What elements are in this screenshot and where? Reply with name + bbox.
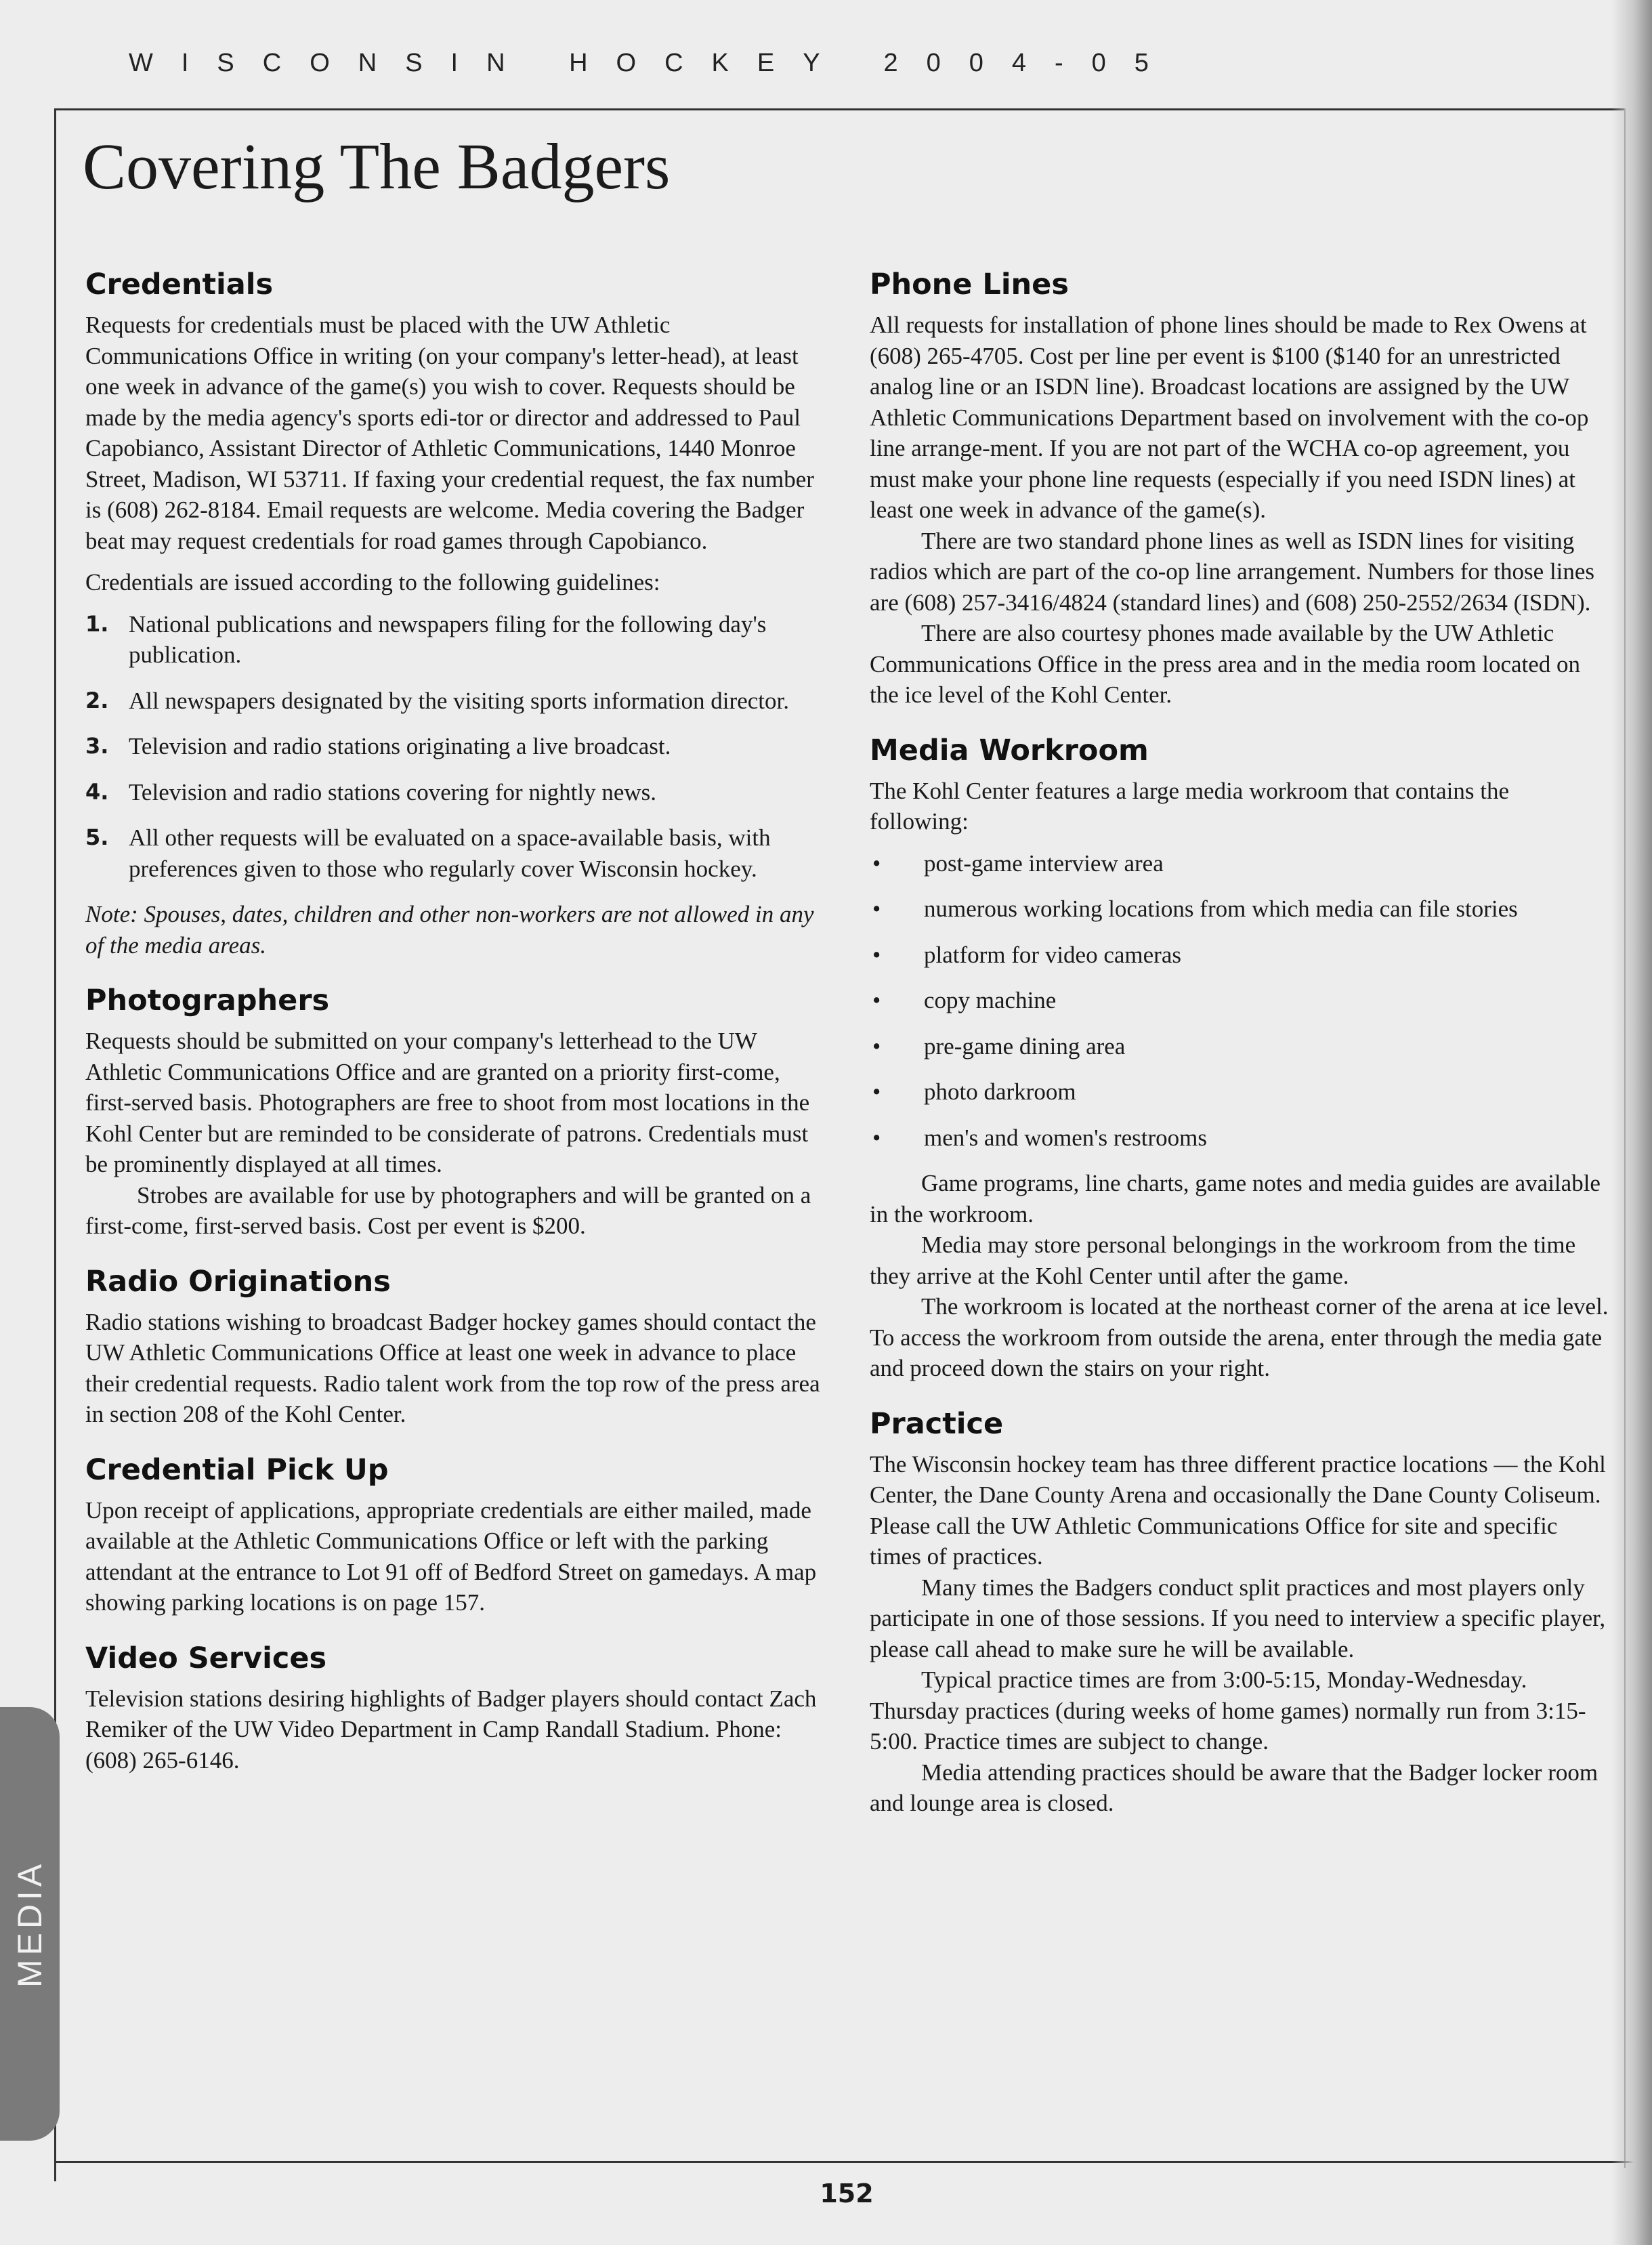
list-item [85,777,824,808]
photographers-strobes-paragraph: Strobes are available for use by photographers and will be granted on a first-come, first-served basis. Cost per event is $200. [85,1181,811,1239]
page-title: Covering The Badgers [83,130,671,203]
list-text: Television and radio stations covering for nightly news. [129,778,657,805]
list-item [85,686,824,717]
list-text: pre-game dining area [924,1032,1126,1059]
guidelines-list [85,609,824,885]
list-number: 2. [85,687,109,713]
right-column [870,268,1612,1819]
photographers-paragraph: Requests should be submitted on your company's letterhead to the UW Athletic Communications Office and are granted on a priority first-come, first-served basis. Photographers are free to shoot from most locations in the Kohl Center but are reminded to be considerate of patrons. Credentials must be prominently displayed at all times. [85,1028,810,1177]
list-item [870,1122,1612,1154]
credentials-heading: Credentials [85,268,274,301]
radio-paragraph: Radio stations wishing to broadcast Badger hockey games should contact the UW Athletic Communications Office at least one week in advance to place their credential requests. Radio talent work from the top row of the press area in section 208 of the Kohl Center. [85,1308,820,1427]
video-heading: Video Services [85,1641,327,1675]
list-number: 3. [85,733,109,759]
phone-lines-section [870,268,1612,711]
radio-section [85,1265,824,1430]
credential-pickup-section [85,1453,824,1618]
left-column [85,268,824,1776]
list-item [870,1076,1612,1108]
phone-lines-heading: Phone Lines [870,268,1069,301]
video-paragraph: Television stations desiring highlights of Badger players should contact Zach Remiker of the UW Video Department in Camp Randall Stadium. Phone: (608) 265-6146. [85,1685,817,1774]
list-item [85,822,824,884]
list-number: 1. [85,610,109,637]
bullet-icon: • [872,1032,881,1059]
page-binding-shadow [1611,0,1652,2245]
list-text: photo darkroom [924,1078,1076,1105]
phone-lines-paragraph: There are also courtesy phones made available by the UW Athletic Communications Office in the press area and in the media room located on the ice level of the Kohl Center. [870,620,1581,708]
radio-heading: Radio Originations [85,1264,391,1299]
practice-paragraph: Many times the Badgers conduct split practices and most players only participate in one of those sessions. If you need to interview a specific player, please call ahead to make sure he will be available. [870,1574,1606,1662]
media-workroom-heading: Media Workroom [870,733,1149,768]
media-workroom-paragraph: Media may store personal belongings in the workroom from the time they arrive at the Kohl Center until after the game. [870,1232,1576,1289]
media-workroom-intro: The Kohl Center features a large media workroom that contains the following: [870,777,1510,835]
practice-paragraph: The Wisconsin hockey team has three different practice locations — the Kohl Center, the Dane County Arena and occasionally the Dane County Coliseum. Please call the UW Athletic Communications Office for site and specific times of practices. [870,1450,1606,1570]
credentials-note: Note: Spouses, dates, children and other non-workers are not allowed in any of the media areas. [85,901,814,959]
list-text: National publications and newspapers filing for the following day's publication. [129,610,767,668]
list-item [85,609,824,671]
list-number: 5. [85,824,109,850]
page-number: 152 [820,2179,874,2208]
list-text: numerous working locations from which media can file stories [924,896,1518,922]
list-text: Television and radio stations originating a live broadcast. [129,733,671,759]
list-text: All newspapers designated by the visiting sports information director. [129,687,789,714]
video-section [85,1641,824,1776]
list-item [870,848,1612,879]
phone-lines-paragraph: All requests for installation of phone lines should be made to Rex Owens at (608) 265-4705. Cost per line per event is $100 ($140 for an unrestricted analog line or an ISDN line). Broadcast locations are assigned by the UW Athletic Communications Department based on involvement with the co-op line arrange-ment. If you are not part of the WCHA co-op agreement, you must make your phone line requests (especially if you need ISDN lines) at least one week in advance of the game(s). [870,312,1589,523]
bullet-icon: • [872,896,881,922]
list-text: platform for video cameras [924,941,1181,968]
running-header: WISCONSIN HOCKEY 2004-05 [129,49,1177,77]
list-item [85,731,824,762]
credentials-guidelines-intro: Credentials are issued according to the following guidelines: [85,569,660,595]
list-item [870,985,1612,1016]
bullet-icon: • [872,941,881,968]
bullet-icon: • [872,1124,881,1151]
list-item [870,894,1612,925]
list-text: copy machine [924,987,1057,1013]
list-item [870,1031,1612,1062]
media-workroom-paragraph: Game programs, line charts, game notes and media guides are available in the workroom. [870,1170,1601,1228]
media-workroom-section [870,734,1612,1384]
bullet-icon: • [872,1078,881,1105]
list-text: post-game interview area [924,849,1164,877]
credentials-section [85,268,824,961]
photographers-heading: Photographers [85,984,330,1017]
practice-heading: Practice [870,1406,1004,1441]
practice-section [870,1407,1612,1819]
bottom-rule [54,2161,1639,2163]
credential-pickup-paragraph: Upon receipt of applications, appropriate credentials are either mailed, made available at the Athletic Communications Office or left with the parking attendant at the entrance to Lot 91 off of Bedford Street on gamedays. A map showing parking locations is on page 157. [85,1496,817,1616]
photographers-section [85,984,824,1242]
list-item [870,940,1612,971]
practice-paragraph: Typical practice times are from 3:00-5:15, Monday-Wednesday. Thursday practices (during weeks of home games) normally run from 3:15-5:00. Practice times are subject to change. [870,1666,1586,1755]
credential-pickup-heading: Credential Pick Up [85,1452,389,1487]
bullet-icon: • [872,849,881,877]
list-text: men's and women's restrooms [924,1124,1207,1151]
practice-paragraph: Media attending practices should be aware that the Badger locker room and lounge area is closed. [870,1759,1598,1816]
list-text: All other requests will be evaluated on a space-available basis, with preferences given to those who regularly cover Wisconsin hockey. [129,824,771,882]
list-number: 4. [85,778,109,805]
bullet-icon: • [872,987,881,1013]
media-side-tab [0,1707,60,2141]
top-rule [54,108,1626,110]
media-workroom-paragraph: The workroom is located at the northeast corner of the arena at ice level. To access the workroom from outside the arena, enter through the media gate and proceed down the stairs on your right. [870,1293,1609,1381]
phone-lines-paragraph: There are two standard phone lines as well as ISDN lines for visiting radios which are part of the co-op line arrangement. Numbers for those lines are (608) 257-3416/4824 (standard lines) and (608) 250-2552/2634 (ISDN). [870,527,1595,616]
credentials-paragraph: Requests for credentials must be placed with the UW Athletic Communications Office in writing (on your company's letter-head), at least one week in advance of the game(s) you wish to cover. Requests should be made by the media agency's sports edi-tor or director and addressed to Paul Capobianco, Assistant Director of Athletic Communications, 1440 Monroe Street, Madison, WI 53711. If faxing your credential request, the fax number is (608) 262-8184. Email requests are welcome. Media covering the Badger beat may request credentials for road games through Capobianco. [85,312,814,554]
workroom-features-list [870,848,1612,1154]
media-tab-label: MEDIA [11,1860,49,1988]
